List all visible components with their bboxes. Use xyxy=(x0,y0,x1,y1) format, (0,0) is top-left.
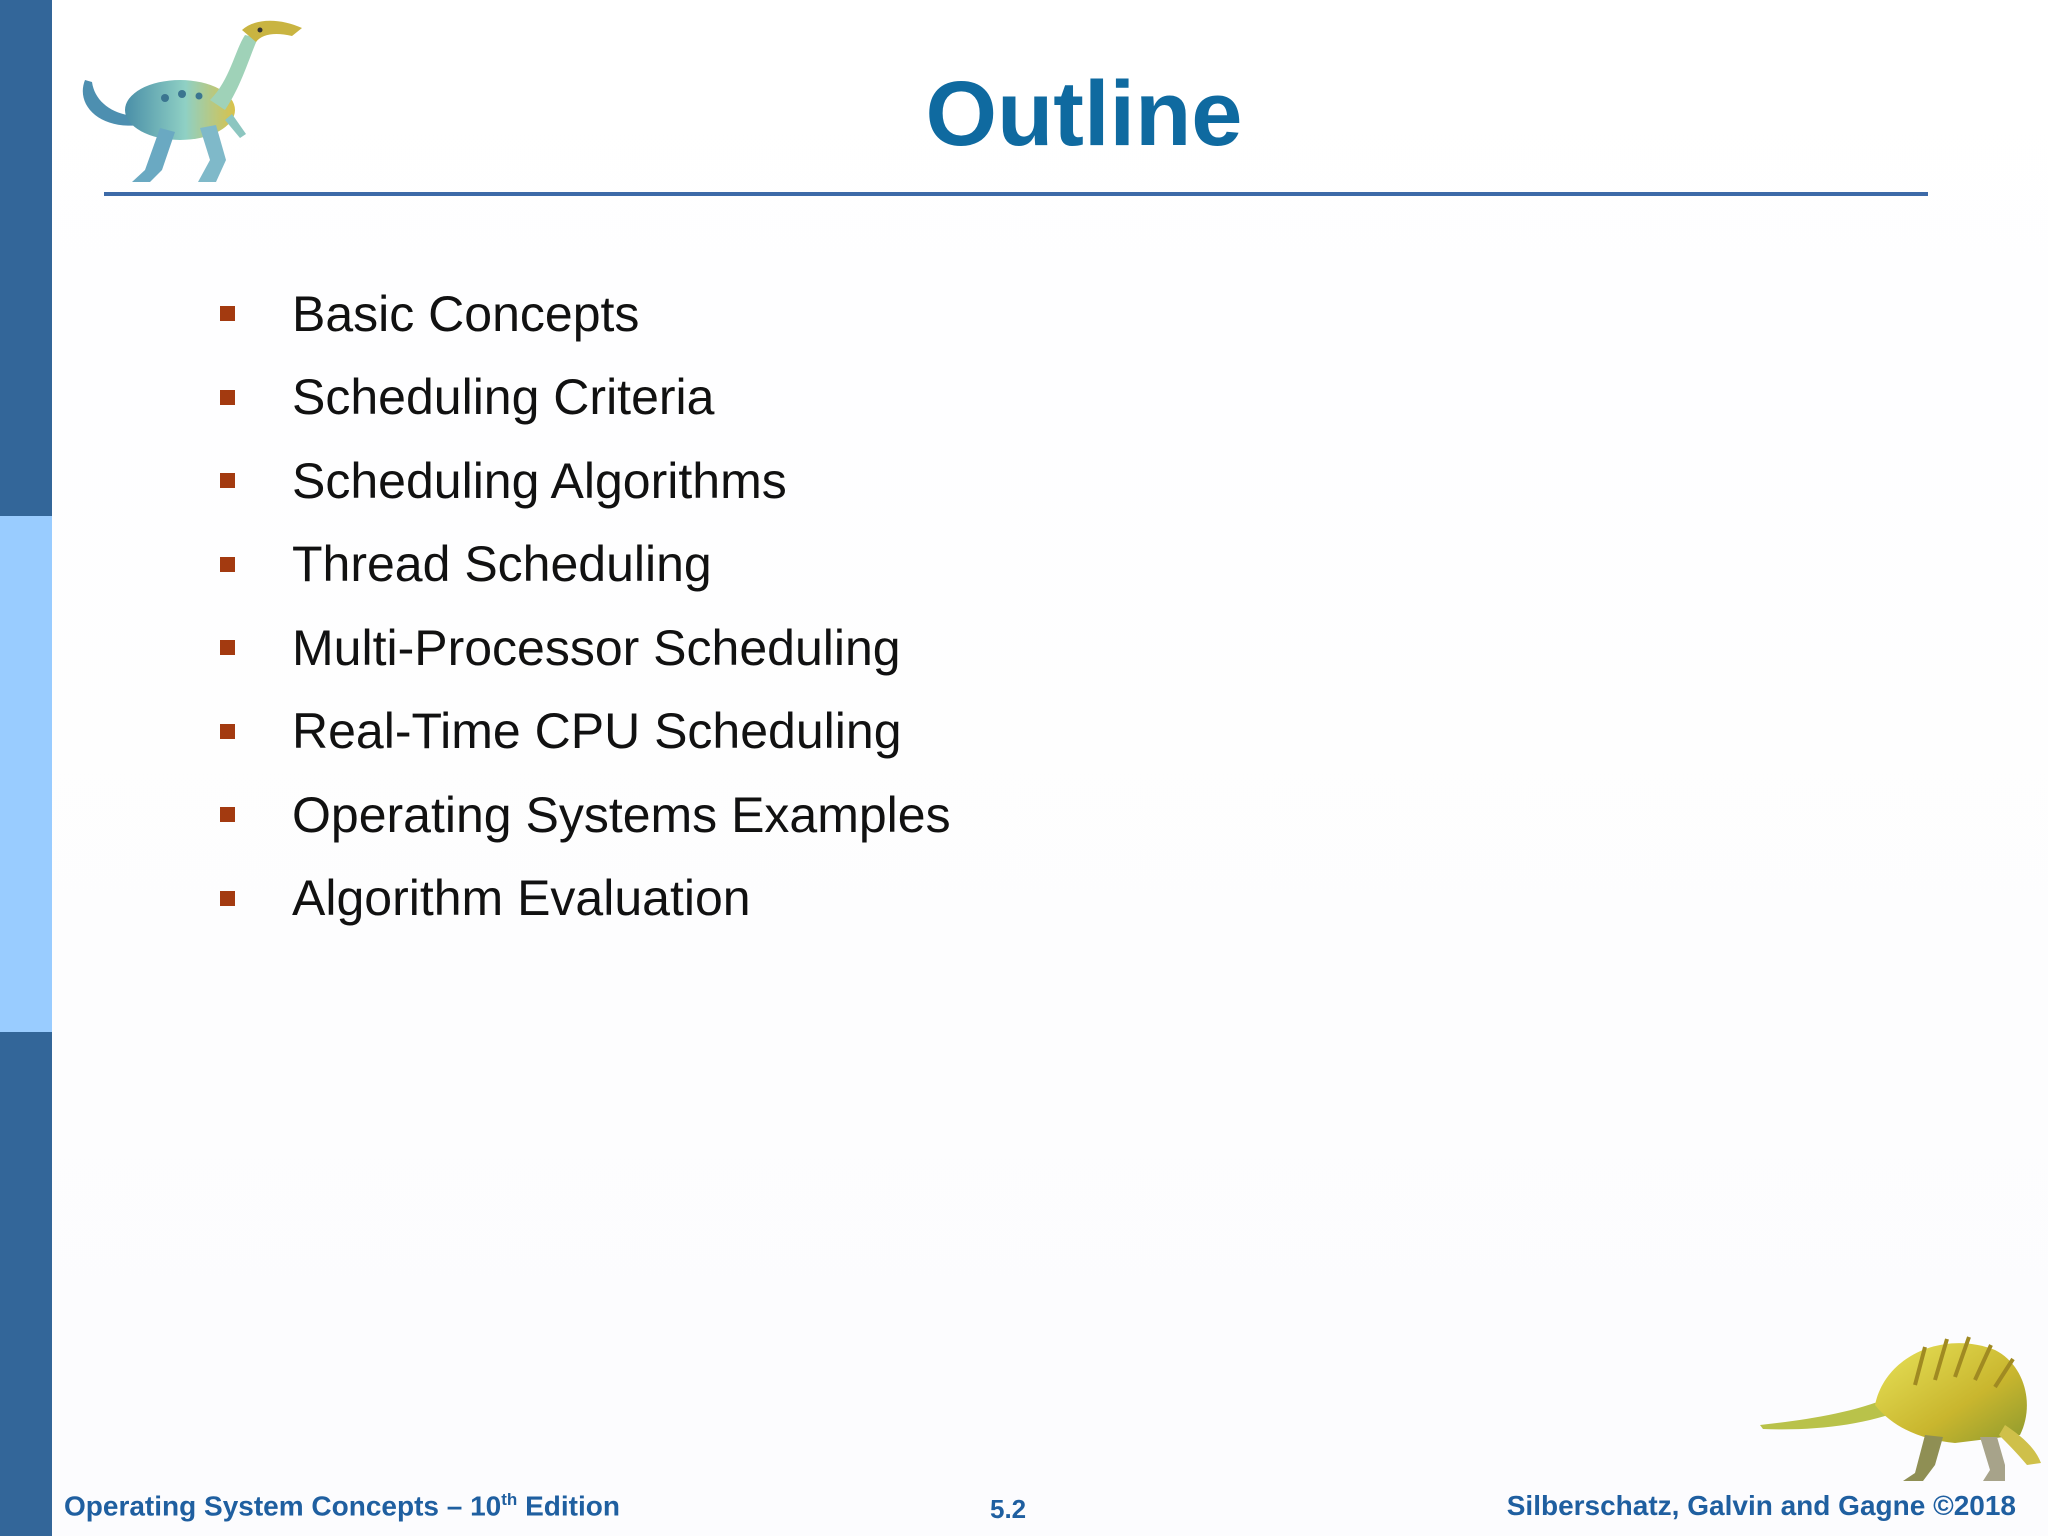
dinosaur-icon xyxy=(1755,1325,2045,1485)
title-divider xyxy=(104,192,1928,196)
sidebar-band-bottom xyxy=(0,1032,52,1536)
bullet-square-icon xyxy=(220,891,235,906)
bullet-square-icon xyxy=(220,724,235,739)
bullet-square-icon xyxy=(220,807,235,822)
footer-authors: Silberschatz, Galvin and Gagne ©2018 xyxy=(1506,1490,2016,1521)
list-item-text: Basic Concepts xyxy=(292,285,640,342)
bullet-square-icon xyxy=(220,557,235,572)
list-item-text: Algorithm Evaluation xyxy=(292,870,751,927)
bullet-square-icon xyxy=(220,390,235,405)
list-item-text: Scheduling Algorithms xyxy=(292,452,787,509)
list-item-text: Operating Systems Examples xyxy=(292,786,951,843)
list-item-text: Thread Scheduling xyxy=(292,536,712,593)
footer-book-title-text: Operating System Concepts – 10 xyxy=(64,1490,502,1522)
list-item-text: Multi-Processor Scheduling xyxy=(292,619,901,676)
list-item-text: Real-Time CPU Scheduling xyxy=(292,703,902,760)
bullet-square-icon xyxy=(220,640,235,655)
footer-edition-superscript: th xyxy=(501,1490,518,1509)
bullet-square-icon xyxy=(220,473,235,488)
footer-book-title xyxy=(64,1490,620,1522)
footer-edition-suffix: Edition xyxy=(517,1490,620,1522)
page-number: 5.2 xyxy=(990,1494,1027,1524)
list-item-text: Scheduling Criteria xyxy=(292,369,715,426)
slide-title: Outline xyxy=(925,63,1243,165)
sidebar-band-middle xyxy=(0,516,52,1032)
bullet-square-icon xyxy=(220,306,235,321)
